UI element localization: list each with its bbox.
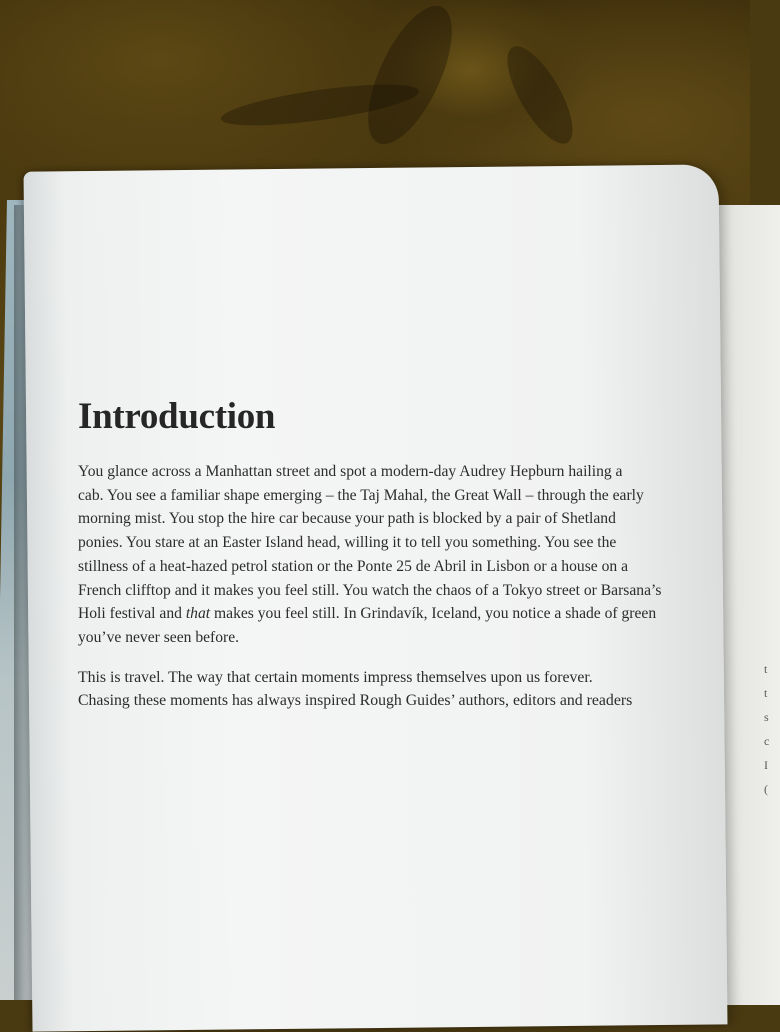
fabric-fold <box>495 37 585 152</box>
text-line: morning mist. You stop the hire car because your path is blocked by a pair of Shetland <box>78 510 616 528</box>
intro-paragraph-1 <box>78 460 718 650</box>
text-line: you’ve never seen before. <box>78 628 240 646</box>
facing-page-text: t t s c I ( <box>764 662 770 796</box>
chapter-title: Introduction <box>78 396 276 437</box>
text-line: French clifftop and it makes you feel still. You watch the chaos of a Tokyo street or Barsana’s <box>78 581 662 599</box>
text-line <box>78 602 718 626</box>
text-line: You glance across a Manhattan street and spot a modern-day Audrey Hepburn hailing a <box>78 463 623 480</box>
text-line: ponies. You stare at an Easter Island head, willing it to tell you something. You see the <box>78 534 617 552</box>
text-segment: makes you feel still. In Grindavík, Iceland, you notice a shade of green <box>214 605 657 623</box>
text-line: This is travel. The way that certain moments impress themselves upon us forever. <box>78 668 593 686</box>
fabric-fold <box>351 0 469 156</box>
text-line: Chasing these moments has always inspired Rough Guides’ authors, editors and readers <box>78 692 633 710</box>
text-line: cab. You see a familiar shape emerging – the Taj Mahal, the Great Wall – through the early <box>78 486 644 504</box>
intro-paragraph-2 <box>78 666 718 713</box>
emphasized-word: that <box>185 605 211 623</box>
text-segment: Holi festival and <box>78 605 182 623</box>
text-line: stillness of a heat-hazed petrol station or the Ponte 25 de Abril in Lisbon or a house on a <box>78 557 628 575</box>
page-content <box>78 395 718 729</box>
